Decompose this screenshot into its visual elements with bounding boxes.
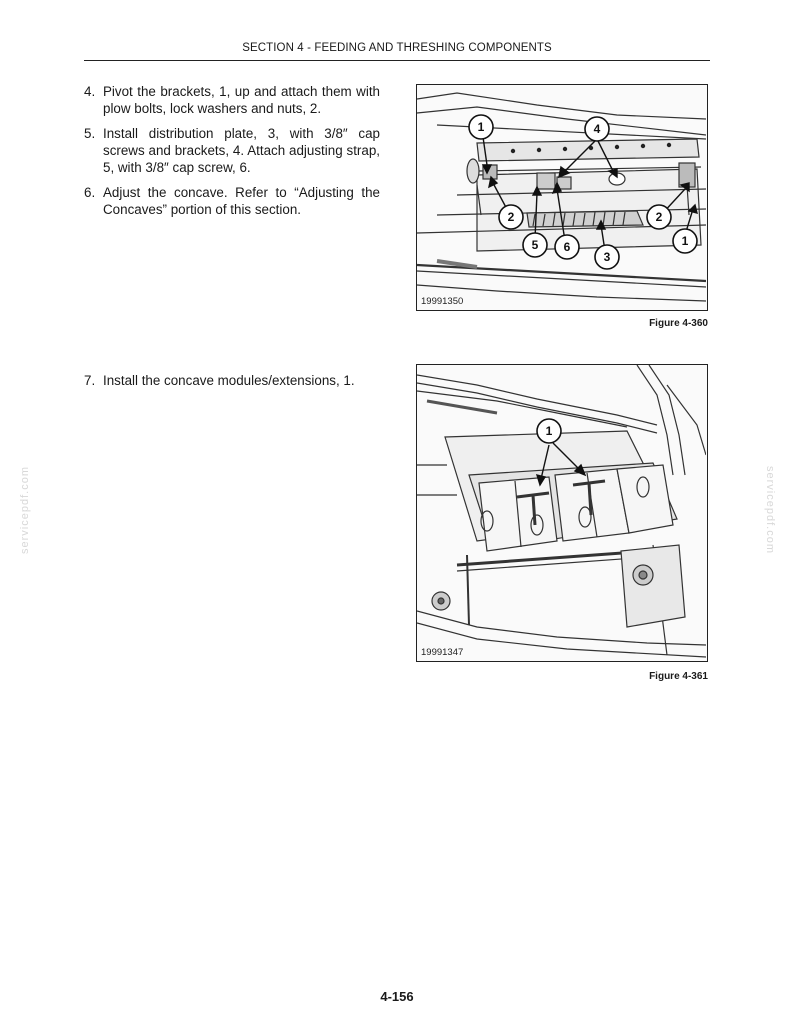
section-header: SECTION 4 - FEEDING AND THRESHING COMPONENTS <box>242 42 552 54</box>
figure-4-361-illustration <box>417 365 706 660</box>
callout-1-right-label: 1 <box>681 234 689 248</box>
header-rule <box>84 60 710 61</box>
step-text: Pivot the brackets, 1, up and attach them with plow bolts, lock washers and nuts, 2. <box>103 84 380 116</box>
figure-caption: Figure 4-361 <box>649 671 708 682</box>
callout-6-label: 6 <box>563 240 571 254</box>
step-text: Install distribution plate, 3, with 3/8″ cap screws and brackets, 4. Attach adjusting strap, 5, with 3/8″ cap screw, 6. <box>103 126 380 175</box>
step-number: 7. <box>84 373 96 388</box>
figure-4-360 <box>416 84 708 311</box>
callout-1-label: 1 <box>545 424 553 438</box>
page-number: 4-156 <box>380 989 414 1004</box>
instruction-steps-b <box>84 372 380 397</box>
step-number: 5. <box>84 126 96 141</box>
step-text: Adjust the concave. Refer to “Adjusting the Concaves” portion of this section. <box>103 185 380 217</box>
figure-id-label: 19991347 <box>421 647 464 658</box>
step-item <box>84 83 380 117</box>
callout-4-label: 4 <box>593 122 601 136</box>
step-item <box>84 125 380 176</box>
watermark-right: servicepdf.com <box>764 466 776 554</box>
callout-5-label: 5 <box>531 238 539 252</box>
step-number: 6. <box>84 185 96 200</box>
step-text: Install the concave modules/extensions, 1. <box>103 373 355 388</box>
step-item <box>84 184 380 218</box>
step-number: 4. <box>84 84 96 99</box>
watermark-left: servicepdf.com <box>19 466 31 554</box>
callout-1-label: 1 <box>477 120 485 134</box>
callout-2-right-label: 2 <box>655 210 663 224</box>
figure-caption: Figure 4-360 <box>649 318 708 329</box>
figure-id-label: 19991350 <box>421 296 464 307</box>
callout-3-label: 3 <box>603 250 611 264</box>
step-item <box>84 372 380 389</box>
figure-4-361 <box>416 364 708 662</box>
instruction-steps-a <box>84 83 380 226</box>
callout-2-left-label: 2 <box>507 210 515 224</box>
figure-4-360-illustration <box>417 85 706 309</box>
